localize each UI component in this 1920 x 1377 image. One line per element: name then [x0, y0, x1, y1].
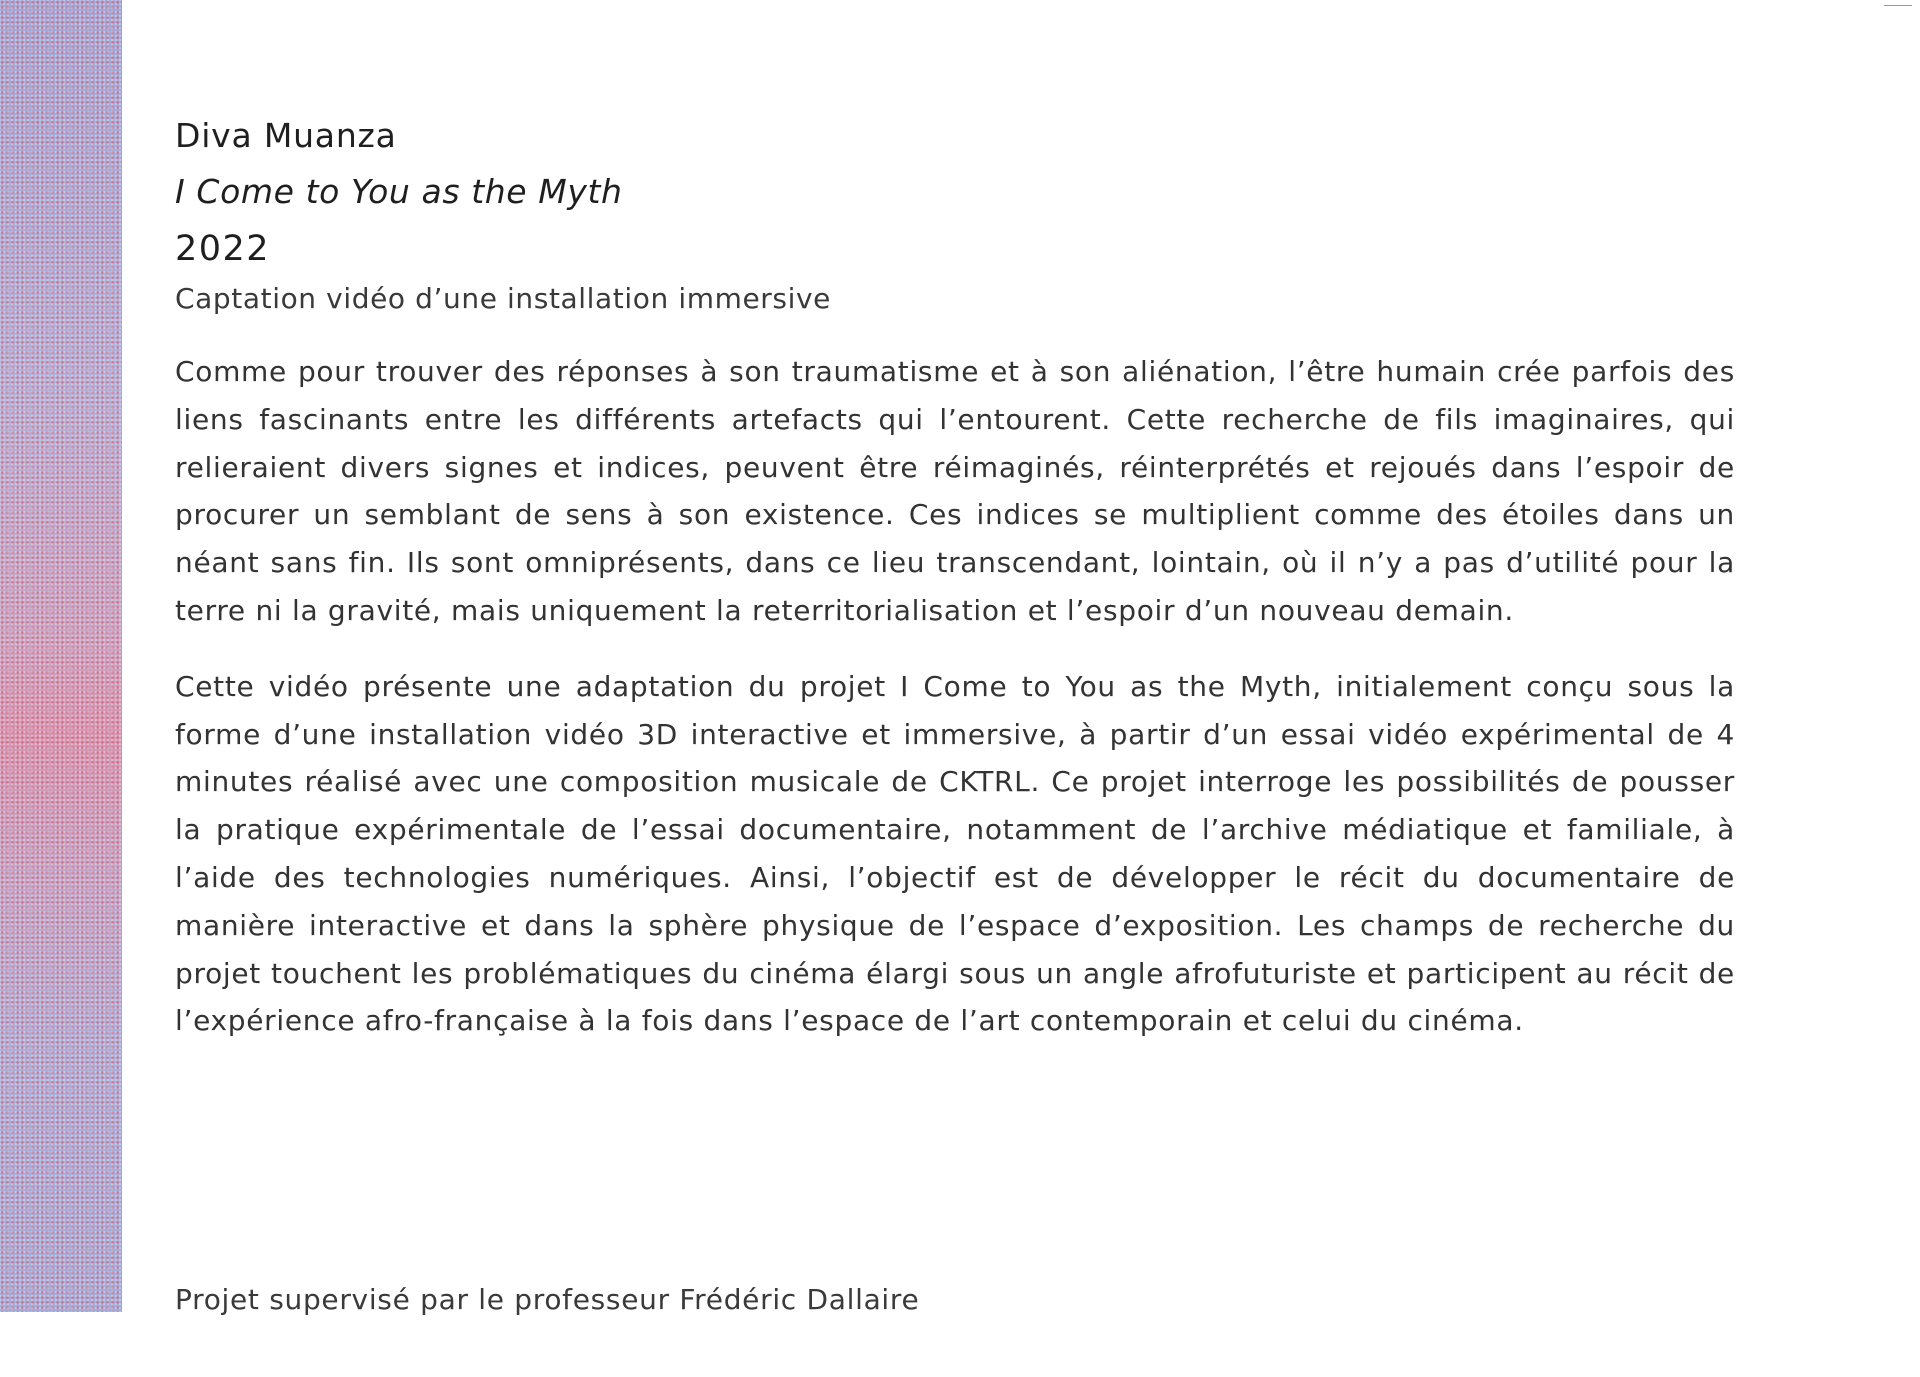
- description-paragraph-2: Cette vidéo présente une adaptation du projet I Come to You as the Myth, initialement conçu sous la forme d’une installation vidéo 3D interactive et immersive, à partir d’un essai vidéo expérimental de 4 minutes réalisé avec une composition musicale de CKTRL. Ce projet interroge les possibilités de pousser la pratique expérimentale de l’essai documentaire, notamment de l’archive médiatique et familiale, à l’aide des technologies numériques. Ainsi, l’objectif est de développer le récit du documentaire de manière interactive et dans la sphère physique de l’espace d’exposition. Les champs de recherche du projet touchent les problématiques du cinéma élargi sous un angle afrofuturiste et participent au récit de l’expérience afro-française à la fois dans l’espace de l’art contemporain et celui du cinéma.: [175, 669, 1735, 1038]
- corner-rule: [1884, 5, 1912, 6]
- description-paragraph-1: Comme pour trouver des réponses à son traumatisme et à son aliénation, l’être humain crée parfois des liens fascinants entre les différents artefacts qui l’entourent. Cette recherche de fils imaginaires, qui relieraient divers signes et indices, peuvent être réimaginés, réinterprétés et rejoués dans l’espoir de procurer un semblant de sens à son existence. Ces indices se multiplient comme des étoiles dans un néant sans fin. Ils sont omniprésents, dans ce lieu transcendant, lointain, où il n’y a pas d’utilité pour la terre ni la gravité, mais uniquement la reterritorialisation et l’espoir d’un nouveau demain.: [175, 355, 1735, 627]
- artwork-year: 2022: [175, 229, 271, 269]
- supervisor-credit: Projet supervisé par le professeur Frédéric Dallaire: [175, 1283, 920, 1316]
- artwork-text-block: [175, 108, 1735, 1045]
- artwork-medium: Captation vidéo d’une installation immersive: [175, 282, 831, 315]
- artist-name: Diva Muanza: [175, 116, 397, 155]
- halftone-side-band: [0, 0, 122, 1312]
- artwork-title: I Come to You as the Myth: [175, 172, 623, 211]
